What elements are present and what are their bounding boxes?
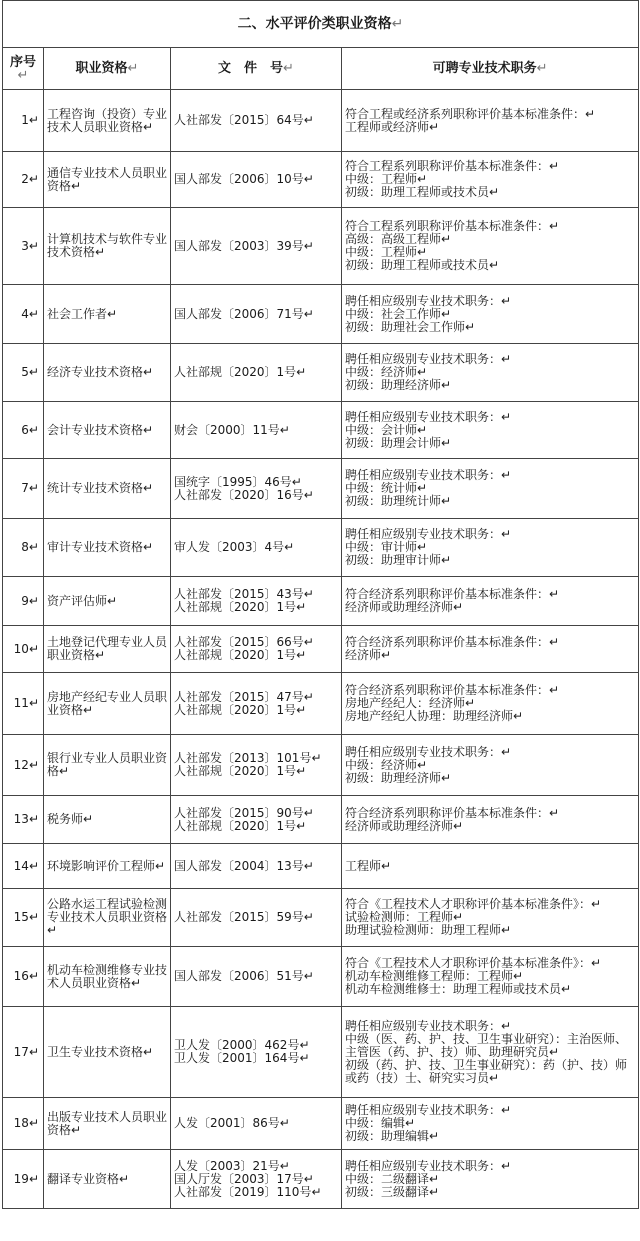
document-line: 人社部发〔2015〕66号↵ [174, 635, 314, 649]
job-line: 中级（医、药、护、技、卫生事业研究）：主治医师、主管医（药、护、技）师、助理研究员↵ [345, 1031, 628, 1059]
row-document-number [171, 208, 342, 285]
row-qualification: 土地登记代理专业人员职业资格↵ [44, 626, 171, 673]
row-job-title [342, 90, 639, 152]
job-line: 中级：会计师↵ [345, 422, 428, 437]
row-job-title [342, 519, 639, 577]
table-row [3, 947, 639, 1007]
row-qualification: 出版专业技术人员职业资格↵ [44, 1098, 171, 1150]
job-line: 经济师或助理经济师↵ [345, 600, 464, 614]
table-row [3, 844, 639, 889]
document-line: 人社部规〔2020〕1号↵ [174, 365, 307, 379]
row-qualification: 翻译专业资格↵ [44, 1150, 171, 1209]
job-line: 经济师或助理经济师↵ [345, 818, 464, 833]
row-job-title [342, 344, 639, 402]
job-line: 初级：助理统计师↵ [345, 494, 452, 508]
table-row [3, 626, 639, 673]
job-line: 中级：编辑↵ [345, 1116, 416, 1130]
job-line: 工程师或经济师↵ [345, 119, 440, 134]
job-line: 机动车检测维修士：助理工程师或技术员↵ [345, 982, 572, 996]
row-job-title [342, 285, 639, 344]
job-line: 高级：高级工程师↵ [345, 232, 452, 246]
row-document-number [171, 844, 342, 889]
row-document-number [171, 344, 342, 402]
table-row [3, 519, 639, 577]
document-line: 人社部发〔2019〕110号↵ [174, 1184, 322, 1199]
document-line: 财会〔2000〕11号↵ [174, 422, 290, 437]
document-line: 卫人发〔2000〕462号↵ [174, 1038, 310, 1052]
row-qualification: 通信专业技术人员职业资格↵ [44, 152, 171, 208]
document-line: 人社部规〔2020〕1号↵ [174, 600, 307, 614]
row-qualification: 工程咨询（投资）专业技术人员职业资格↵ [44, 90, 171, 152]
row-seq: 14↵ [3, 844, 44, 889]
document-line: 卫人发〔2001〕164号↵ [174, 1051, 310, 1065]
job-line: 中级：统计师↵ [345, 481, 428, 495]
job-line: 初级：助理工程师或技术员↵ [345, 185, 500, 199]
row-document-number [171, 1150, 342, 1209]
row-qualification: 卫生专业技术资格↵ [44, 1007, 171, 1098]
document-line: 人社部发〔2015〕59号↵ [174, 910, 314, 924]
job-line: 符合经济系列职称评价基本标准条件：↵ [345, 683, 560, 697]
row-document-number [171, 1007, 342, 1098]
table-row [3, 889, 639, 947]
job-line: 房地产经纪人：经济师↵ [345, 696, 476, 710]
header-seq: 序号↵ [3, 48, 44, 90]
document-line: 国人部发〔2006〕51号↵ [174, 969, 314, 983]
row-seq: 5↵ [3, 344, 44, 402]
row-document-number [171, 889, 342, 947]
document-line: 国人厅发〔2003〕17号↵ [174, 1171, 314, 1186]
row-qualification: 资产评估师↵ [44, 577, 171, 626]
row-seq: 4↵ [3, 285, 44, 344]
header-job-title: 可聘专业技术职务↵ [342, 48, 639, 90]
document-line: 人社部发〔2015〕64号↵ [174, 113, 314, 127]
job-line: 符合工程或经济系列职称评价基本标准条件：↵ [345, 106, 596, 121]
row-document-number [171, 90, 342, 152]
row-seq: 16↵ [3, 947, 44, 1007]
job-line: 经济师↵ [345, 648, 392, 662]
job-line: 聘任相应级别专业技术职务：↵ [345, 1158, 512, 1173]
row-document-number [171, 459, 342, 519]
job-line: 符合经济系列职称评价基本标准条件：↵ [345, 805, 560, 820]
row-qualification: 房地产经纪专业人员职业资格↵ [44, 673, 171, 735]
job-line: 初级：助理会计师↵ [345, 435, 452, 450]
table-row [3, 402, 639, 459]
row-seq: 19↵ [3, 1150, 44, 1209]
row-qualification: 会计专业技术资格↵ [44, 402, 171, 459]
row-qualification: 环境影响评价工程师↵ [44, 844, 171, 889]
table-row [3, 344, 639, 402]
job-line: 初级：助理经济师↵ [345, 770, 452, 785]
table-title: 二、水平评价类职业资格↵ [3, 1, 639, 48]
row-seq: 2↵ [3, 152, 44, 208]
row-qualification: 机动车检测维修专业技术人员职业资格↵ [44, 947, 171, 1007]
table-row [3, 673, 639, 735]
table-row [3, 577, 639, 626]
job-line: 初级：助理编辑↵ [345, 1129, 440, 1143]
job-line: 聘任相应级别专业技术职务：↵ [345, 1018, 512, 1033]
job-line: 符合经济系列职称评价基本标准条件：↵ [345, 635, 560, 649]
row-qualification: 公路水运工程试验检测专业技术人员职业资格↵ [44, 889, 171, 947]
row-qualification: 社会工作者↵ [44, 285, 171, 344]
row-job-title [342, 889, 639, 947]
document-line: 国人部发〔2004〕13号↵ [174, 858, 314, 873]
document-line: 人社部规〔2020〕1号↵ [174, 702, 307, 717]
row-job-title [342, 577, 639, 626]
job-line: 聘任相应级别专业技术职务：↵ [345, 744, 512, 759]
document-line: 国统字〔1995〕46号↵ [174, 474, 302, 489]
job-line: 中级：工程师↵ [345, 172, 428, 186]
job-line: 聘任相应级别专业技术职务：↵ [345, 468, 512, 482]
row-qualification: 税务师↵ [44, 796, 171, 844]
row-document-number [171, 735, 342, 796]
row-seq: 13↵ [3, 796, 44, 844]
row-document-number [171, 626, 342, 673]
document-line: 人社部发〔2015〕43号↵ [174, 587, 314, 601]
table-row [3, 285, 639, 344]
document-line: 国人部发〔2006〕10号↵ [174, 172, 314, 186]
table-row [3, 1150, 639, 1209]
table-row [3, 208, 639, 285]
header-document-number: 文 件 号↵ [171, 48, 342, 90]
job-line: 符合工程系列职称评价基本标准条件：↵ [345, 219, 560, 233]
row-job-title [342, 796, 639, 844]
job-line: 聘任相应级别专业技术职务：↵ [345, 293, 512, 308]
row-seq: 1↵ [3, 90, 44, 152]
job-line: 聘任相应级别专业技术职务：↵ [345, 409, 512, 424]
row-document-number [171, 519, 342, 577]
job-line: 中级：二级翻译↵ [345, 1171, 440, 1186]
row-document-number [171, 577, 342, 626]
job-line: 初级：助理审计师↵ [345, 553, 452, 567]
row-qualification: 经济专业技术资格↵ [44, 344, 171, 402]
document-line: 人社部规〔2020〕1号↵ [174, 648, 307, 662]
document-line: 审人发〔2003〕4号↵ [174, 540, 295, 554]
row-job-title [342, 1150, 639, 1209]
row-document-number [171, 285, 342, 344]
document-line: 人社部发〔2015〕47号↵ [174, 689, 314, 704]
job-line: 助理试验检测师：助理工程师↵ [345, 923, 512, 937]
job-line: 初级：助理社会工作师↵ [345, 319, 476, 334]
row-document-number [171, 796, 342, 844]
job-line: 中级：工程师↵ [345, 245, 428, 259]
row-seq: 10↵ [3, 626, 44, 673]
row-qualification: 计算机技术与软件专业技术资格↵ [44, 208, 171, 285]
row-seq: 12↵ [3, 735, 44, 796]
row-seq: 11↵ [3, 673, 44, 735]
row-seq: 7↵ [3, 459, 44, 519]
row-seq: 6↵ [3, 402, 44, 459]
job-line: 机动车检测维修工程师：工程师↵ [345, 969, 524, 983]
document-line: 人发〔2001〕86号↵ [174, 1116, 290, 1130]
job-line: 中级：审计师↵ [345, 540, 428, 554]
header-row [3, 48, 639, 90]
table-row [3, 152, 639, 208]
job-line: 符合《工程技术人才职称评价基本标准条件》：↵ [345, 956, 602, 970]
job-line: 中级：社会工作师↵ [345, 306, 452, 321]
row-job-title [342, 402, 639, 459]
row-document-number [171, 402, 342, 459]
job-line: 试验检测师：工程师↵ [345, 910, 464, 924]
job-line: 房地产经纪人协理：助理经济师↵ [345, 709, 524, 723]
row-document-number [171, 152, 342, 208]
row-seq: 18↵ [3, 1098, 44, 1150]
row-job-title [342, 735, 639, 796]
job-line: 聘任相应级别专业技术职务：↵ [345, 1103, 512, 1117]
document-line: 人社部规〔2020〕1号↵ [174, 764, 307, 778]
row-document-number [171, 673, 342, 735]
job-line: 符合经济系列职称评价基本标准条件：↵ [345, 587, 560, 601]
row-job-title [342, 626, 639, 673]
job-line: 初级：助理经济师↵ [345, 378, 452, 392]
row-document-number [171, 947, 342, 1007]
row-seq: 9↵ [3, 577, 44, 626]
job-line: 中级：经济师↵ [345, 757, 428, 772]
row-seq: 8↵ [3, 519, 44, 577]
row-job-title [342, 152, 639, 208]
row-seq: 3↵ [3, 208, 44, 285]
row-qualification: 银行业专业人员职业资格↵ [44, 735, 171, 796]
row-seq: 15↵ [3, 889, 44, 947]
job-line: 符合《工程技术人才职称评价基本标准条件》：↵ [345, 897, 602, 911]
header-qualification: 职业资格↵ [44, 48, 171, 90]
table-row [3, 459, 639, 519]
job-line: 初级：三级翻译↵ [345, 1184, 440, 1199]
row-qualification: 统计专业技术资格↵ [44, 459, 171, 519]
table-row [3, 90, 639, 152]
row-job-title [342, 459, 639, 519]
job-line: 初级（药、护、技、卫生事业研究）：药（护、技）师或药（技）士、研究实习员↵ [345, 1057, 628, 1085]
document-line: 人社部发〔2020〕16号↵ [174, 487, 314, 502]
row-job-title [342, 1098, 639, 1150]
row-job-title [342, 844, 639, 889]
job-line: 聘任相应级别专业技术职务：↵ [345, 527, 512, 541]
job-line: 中级：经济师↵ [345, 365, 428, 379]
document-line: 国人部发〔2003〕39号↵ [174, 238, 314, 253]
document-line: 人社部发〔2015〕90号↵ [174, 805, 314, 820]
table-row [3, 735, 639, 796]
table-row [3, 1007, 639, 1098]
document-line: 人发〔2003〕21号↵ [174, 1158, 290, 1173]
document-line: 人社部发〔2013〕101号↵ [174, 751, 322, 765]
job-line: 工程师↵ [345, 858, 392, 873]
qualification-table [2, 0, 639, 1209]
document-line: 人社部规〔2020〕1号↵ [174, 818, 307, 833]
row-job-title [342, 673, 639, 735]
table-row [3, 796, 639, 844]
job-line: 初级：助理工程师或技术员↵ [345, 258, 500, 272]
row-job-title [342, 208, 639, 285]
document-line: 国人部发〔2006〕71号↵ [174, 306, 314, 321]
row-seq: 17↵ [3, 1007, 44, 1098]
row-qualification: 审计专业技术资格↵ [44, 519, 171, 577]
row-job-title [342, 947, 639, 1007]
table-row [3, 1098, 639, 1150]
job-line: 符合工程系列职称评价基本标准条件：↵ [345, 159, 560, 173]
row-document-number [171, 1098, 342, 1150]
job-line: 聘任相应级别专业技术职务：↵ [345, 352, 512, 366]
row-job-title [342, 1007, 639, 1098]
